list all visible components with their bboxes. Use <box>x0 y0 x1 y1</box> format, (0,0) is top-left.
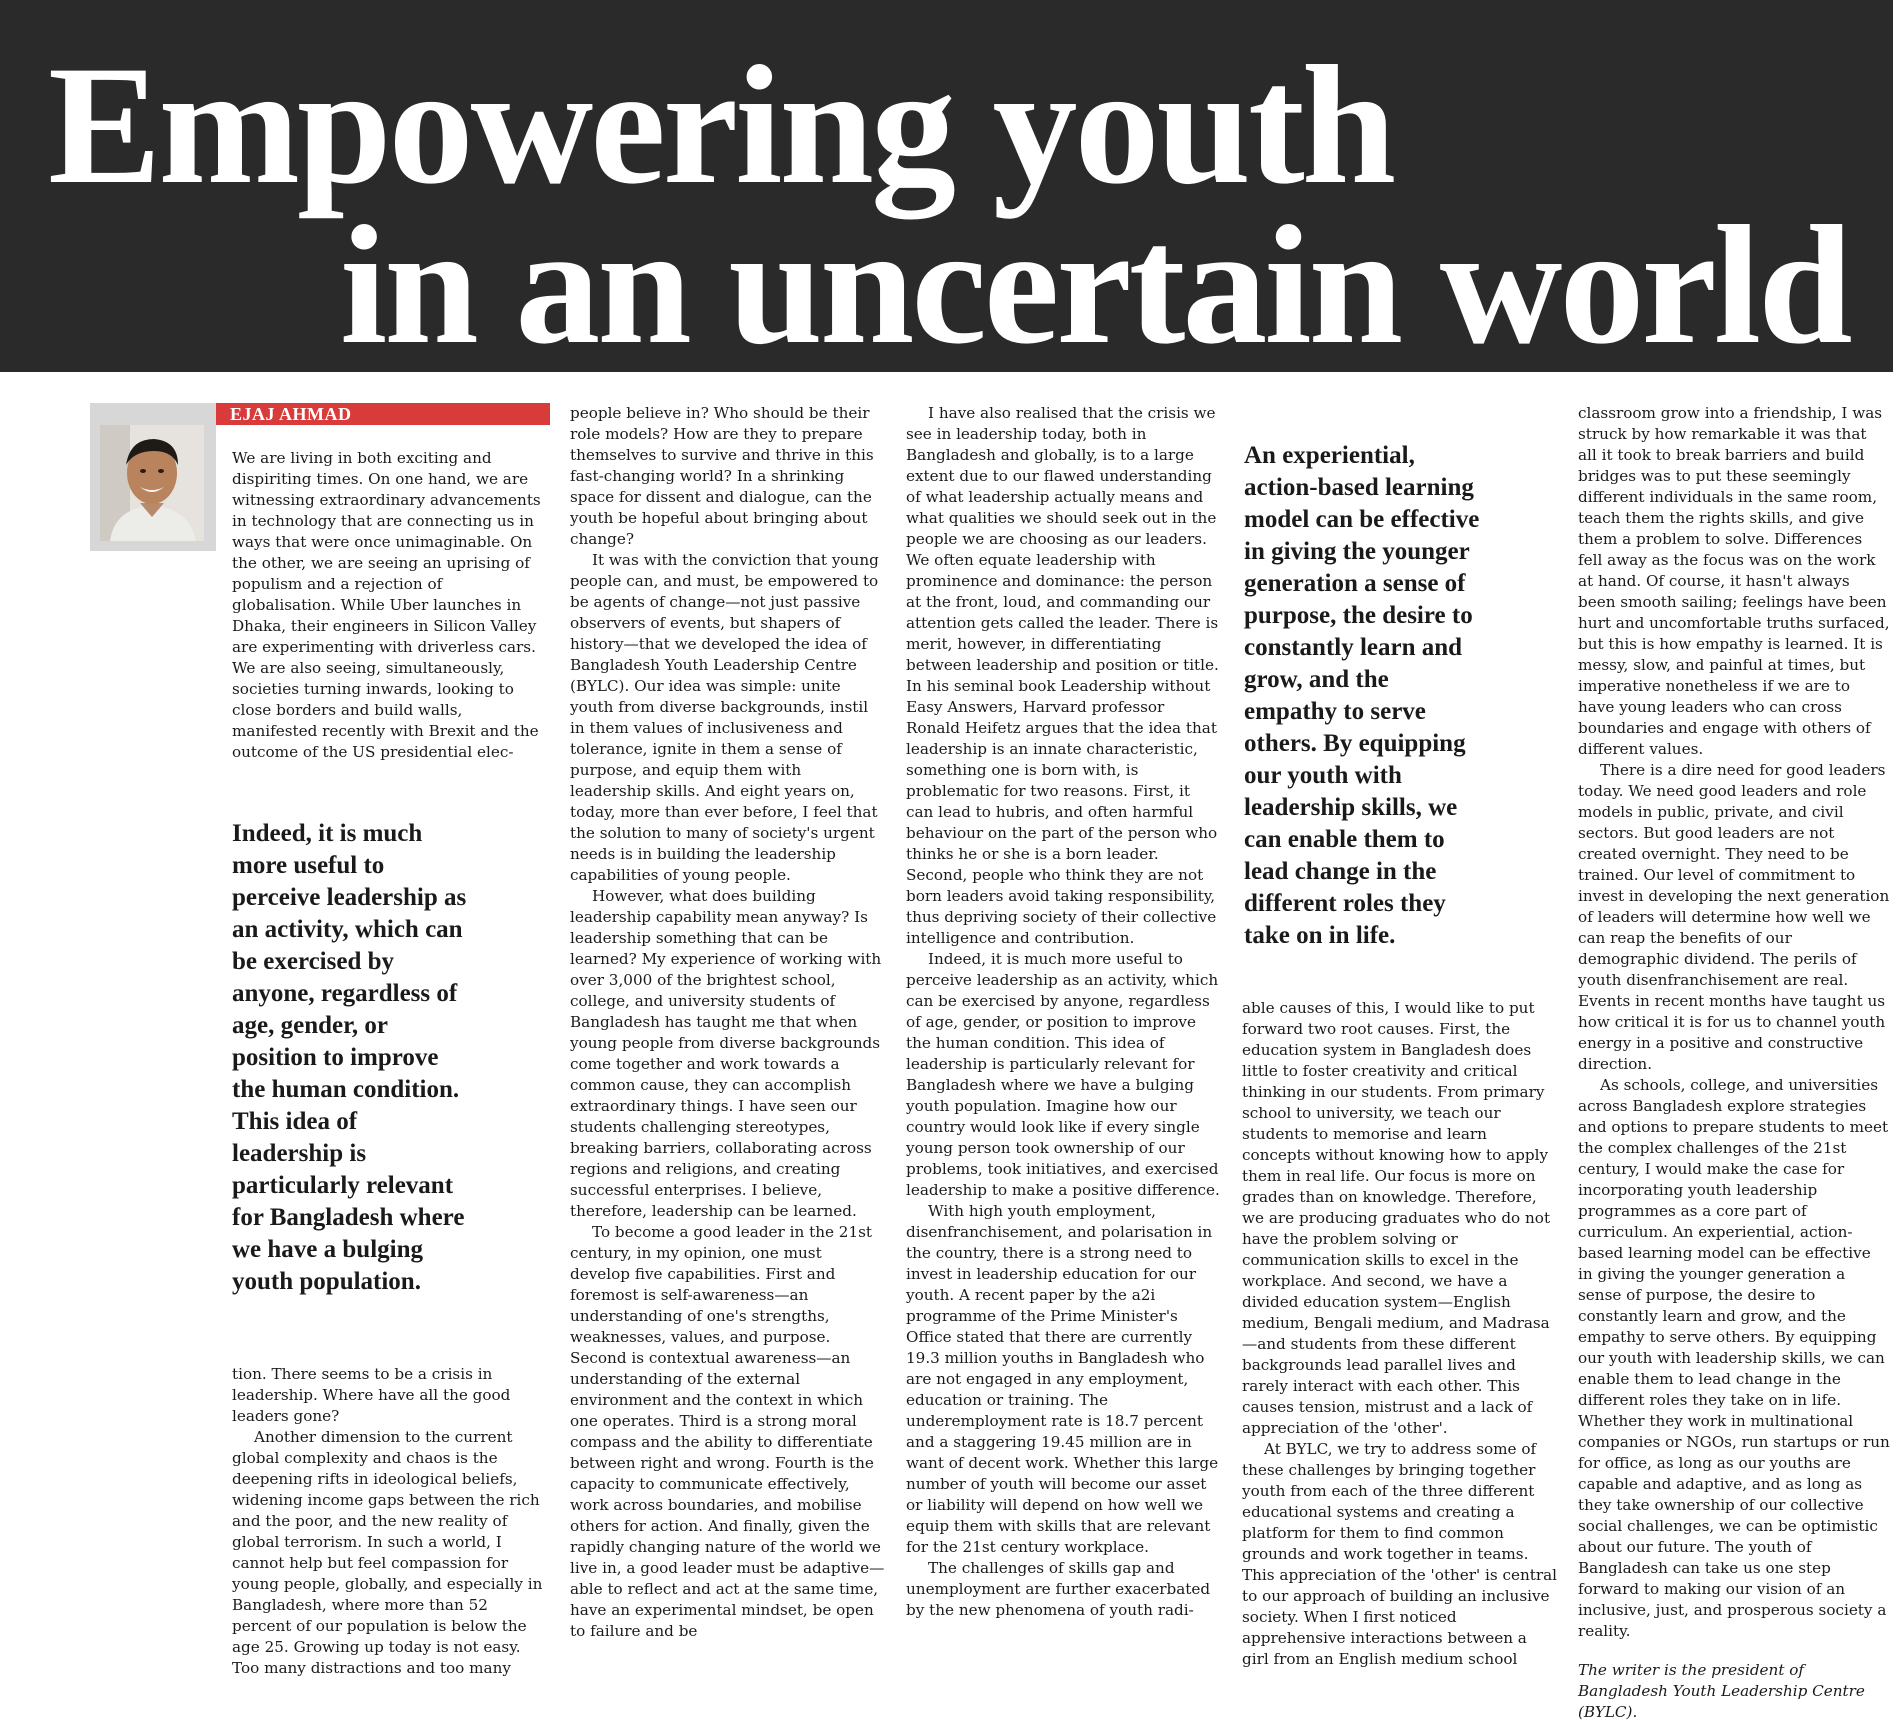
column-4 <box>1242 998 1558 1676</box>
column-2 <box>570 403 886 1676</box>
body-paragraph: people believe in? Who should be their role models? How are they to prepare themselves to survive and thrive in this fast-changing world? In a shrinking space for dissent and dialogue, can the youth be hopeful about bringing about change? <box>570 404 874 548</box>
body-paragraph: With high youth employment, disenfranchisement, and polarisation in the country, there is a strong need to invest in leadership education for our youth. A recent paper by the a2i programme of the Prime Minister's Office stated that there are currently 19.3 million youths in Bangladesh who are not engaged in any employment, education or training. The underemployment rate is 18.7 percent and a staggering 19.45 million are in want of decent work. Whether this large number of youth will become our asset or liability will depend on how well we equip them with skills that are relevant for the 21st century workplace. <box>906 1202 1219 1556</box>
body-paragraph: The challenges of skills gap and unemployment are further exacerbated by the new phenomena of youth radi- <box>906 1559 1211 1619</box>
author-portrait-image <box>100 425 204 541</box>
body-paragraph: We are living in both exciting and dispiriting times. On one hand, we are witnessing extraordinary advancements in technology that are connecting us in ways that were once unimaginable. On the other, we are seeing an uprising of populism and a rejection of globalisation. While Uber launches in Dhaka, their engineers in Silicon Valley are experimenting with driverless cars. We are also seeing, simultaneously, societies turning inwards, looking to close borders and build walls, manifested recently with Brexit and the outcome of the US presidential elec- <box>232 449 541 761</box>
author-photo-frame <box>90 403 216 551</box>
body-paragraph: Indeed, it is much more useful to perceive leadership as an activity, which can be exercised by anyone, regardless of age, gender, or position to improve the human condition. This idea of leadership is particularly relevant for Bangladesh where we have a bulging youth population. Imagine how our country would look like if every single young person took ownership of our problems, took initiatives, and exercised leadership to make a positive difference. <box>906 950 1220 1199</box>
pull-quote-left: Indeed, it is much more useful to perceive leadership as an activity, which can be exercised by anyone, regardless of age, gender, or position to improve the human condition. This idea of leadership is particularly relevant for Bangladesh where we have a bulging youth population. <box>232 820 467 1295</box>
column-3 <box>906 403 1222 1676</box>
pull-quote-right: An experiential, action-based learning model can be effective in giving the younger generation a sense of purpose, the desire to constantly learn and grow, and the empathy to serve others. By equipping our youth with leadership skills, we can enable them to lead change in the different roles they take on in life. <box>1244 442 1480 949</box>
body-paragraph: classroom grow into a friendship, I was struck by how remarkable it was that all it took to break barriers and build bridges was to put these seemingly different individuals in the same room, teach them the rights skills, and give them a problem to solve. Differences fell away as the focus was on the work at hand. Of course, it hasn't always been smooth sailing; feelings have been hurt and uncomfortable truths surfaced, but this is how empathy is learned. It is messy, slow, and painful at times, but imperative nonetheless if we are to have young leaders who can cross boundaries and engage with others of different values. <box>1578 404 1890 758</box>
column-5 <box>1578 403 1890 1721</box>
column-1-top <box>232 448 548 766</box>
body-paragraph: To become a good leader in the 21st century, in my opinion, one must develop five capabilities. First and foremost is self-awareness—an understanding of one's strengths, weaknesses, values, and purpose. Second is contextual awareness—an understanding of the external environment and the context in which one operates. Third is a strong moral compass and the ability to differentiate between right and wrong. Fourth is the capacity to communicate effectively, work across boundaries, and mobilise others for action. And finally, given the rapidly changing nature of the world we live in, a good leader must be adaptive—able to reflect and act at the same time, have an experimental mindset, be open to failure and be <box>570 1223 885 1640</box>
headline-line-1: Empowering youth <box>48 31 1394 219</box>
body-paragraph: It was with the conviction that young people can, and must, be empowered to be agents of change—not just passive observers of events, but shapers of history—that we developed the idea of Bangladesh Youth Leadership Centre (BYLC). Our idea was simple: unite youth from diverse backgrounds, instil in them values of inclusiveness and tolerance, ignite in them a sense of purpose, and equip them with leadership skills. And eight years on, today, more than ever before, I feel that the solution to many of society's urgent needs is in building the leadership capabilities of young people. <box>570 551 879 884</box>
body-paragraph: tion. There seems to be a crisis in leadership. Where have all the good leaders gone? <box>232 1365 511 1425</box>
author-photo <box>100 425 204 541</box>
body-paragraph: I have also realised that the crisis we see in leadership today, both in Bangladesh and globally, is to a large extent due to our flawed understanding of what leadership actually means and what qualities we should seek out in the people we are choosing as our leaders. We often equate leadership with prominence and dominance: the person at the front, loud, and commanding our attention gets called the leader. There is merit, however, in differentiating between leadership and position or title. In his seminal book Leadership without Easy Answers, Harvard professor Ronald Heifetz argues that the idea that leadership is an innate characteristic, something one is born with, is problematic for two reasons. First, it can lead to hubris, and often harmful behaviour on the part of the person who thinks he or she is a born leader. Second, people who think they are not born leaders avoid taking responsibility, thus depriving society of their collective intelligence and contribution. <box>906 404 1219 947</box>
body-paragraph: At BYLC, we try to address some of these challenges by bringing together youth from each of the three different educational systems and creating a platform for them to find common grounds and work together in teams. This appreciation of the 'other' is central to our approach of building an inclusive society. When I first noticed apprehensive interactions between a girl from an English medium school <box>1242 1440 1558 1668</box>
body-paragraph: Another dimension to the current global complexity and chaos is the deepening rifts in ideological beliefs, widening income gaps between the rich and the poor, and the new reality of global terrorism. In such a world, I cannot help but feel compassion for young people, globally, and especially in Bangladesh, where more than 52 percent of our population is below the age 25. Growing up today is not easy. Too many distractions and too many <box>232 1428 543 1677</box>
headline-banner <box>0 0 1893 379</box>
body-paragraph: However, what does building leadership capability mean anyway? Is leadership something that can be learned? My experience of working with over 3,000 of the brightest school, college, and university students of Bangladesh has taught me that when young people from diverse backgrounds come together and work towards a common cause, they can accomplish extraordinary things. I have seen our students challenging stereotypes, breaking barriers, collaborating across regions and religions, and creating successful enterprises. I believe, therefore, leadership can be learned. <box>570 887 882 1220</box>
body-paragraph: There is a dire need for good leaders today. We need good leaders and role models in public, private, and civil sectors. But good leaders are not created overnight. They need to be trained. Our level of commitment to invest in developing the next generation of leaders will determine how well we can reap the benefits of our demographic dividend. The perils of youth disenfranchisement are real. Events in recent months have taught us how critical it is for us to channel youth energy in a positive and constructive direction. <box>1578 761 1890 1073</box>
author-byline: EJAJ AHMAD <box>216 403 550 425</box>
writer-credit: The writer is the president of Bangladesh Youth Leadership Centre (BYLC). <box>1578 1661 1865 1721</box>
column-1-bottom <box>232 1364 548 1676</box>
body-paragraph: able causes of this, I would like to put forward two root causes. First, the education system in Bangladesh does little to foster creativity and critical thinking in our students. From primary school to university, we teach our students to memorise and learn concepts without knowing how to apply them in real life. Our focus is more on grades than on knowledge. Therefore, we are producing graduates who do not have the problem solving or communication skills to excel in the workplace. And second, we have a divided education system—English medium, Bengali medium, and Madrasa—and students from these different backgrounds lead parallel lives and rarely interact with each other. This causes tension, mistrust and a lack of appreciation of the 'other'. <box>1242 999 1551 1437</box>
body-paragraph: As schools, college, and universities across Bangladesh explore strategies and options to prepare students to meet the complex challenges of the 21st century, I would make the case for incorporating youth leadership programmes as a core part of curriculum. An experiential, action-based learning model can be effective in giving the younger generation a sense of purpose, the desire to constantly learn and grow, and the empathy to serve others. By equipping our youth with leadership skills, we can enable them to lead change in the different roles they take on in life. Whether they work in multinational companies or NGOs, run startups or run for office, as long as our youths are capable and adaptive, and as long as they take ownership of our collective social challenges, we can be optimistic about our future. The youth of Bangladesh can take us one step forward to making our vision of an inclusive, just, and prosperous society a reality. <box>1578 1076 1890 1640</box>
headline-line-2: in an uncertain world <box>340 191 1850 379</box>
